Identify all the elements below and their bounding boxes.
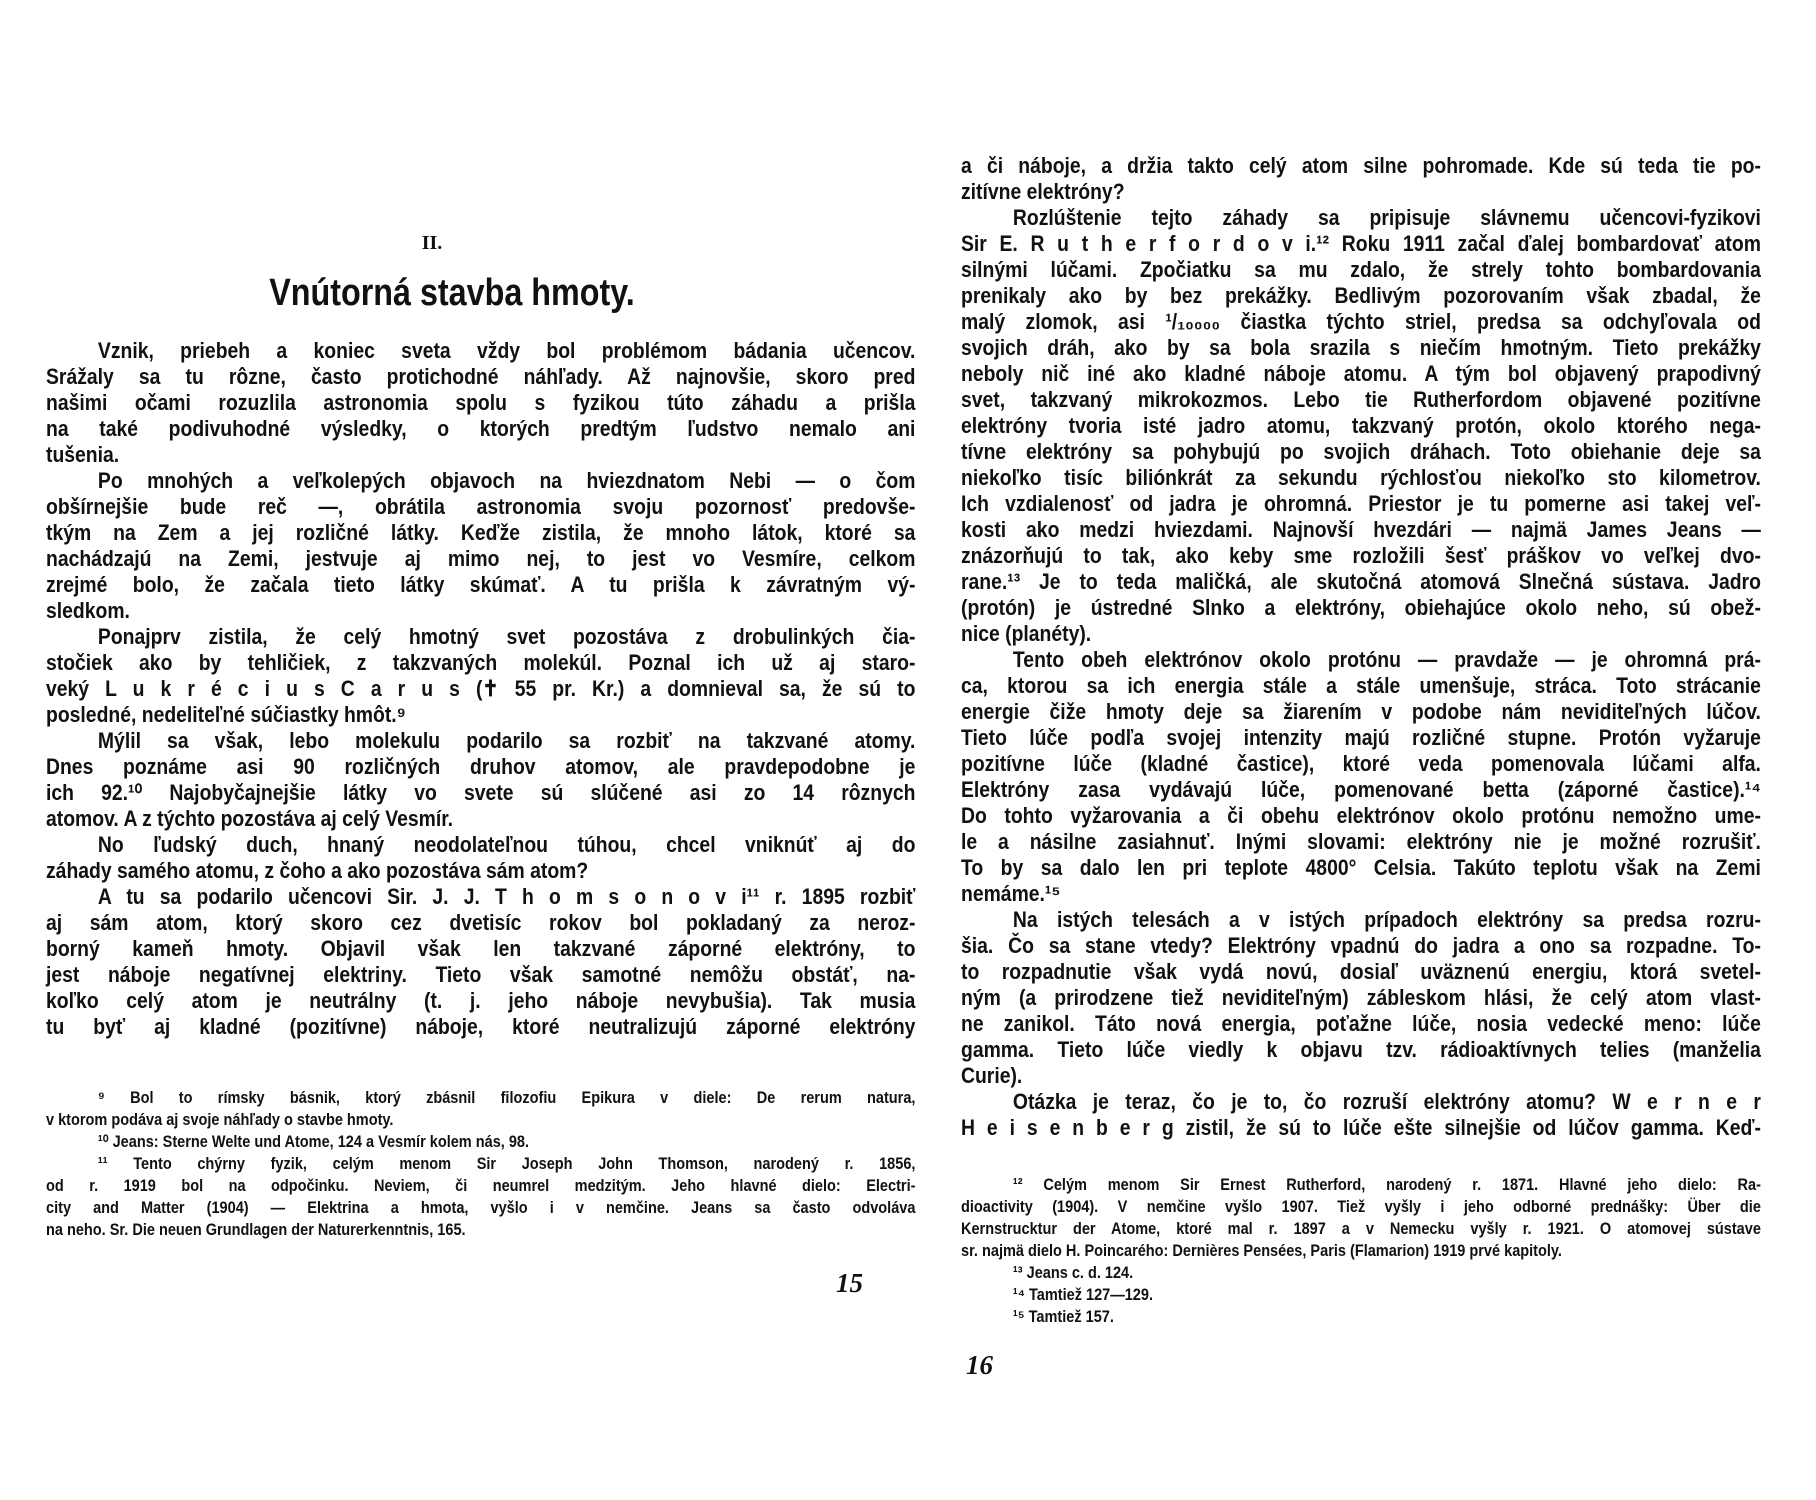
right-page-footnotes bbox=[961, 1174, 1761, 1328]
text-line: tkým na Zem a jej rozličné látky. Keďže zistila, že mnoho látok, ktoré sa bbox=[46, 520, 916, 545]
text-line: znázorňujú to tak, ako keby sme rozložili šesť práškov vo veľkej dvo- bbox=[961, 543, 1761, 568]
footnote bbox=[961, 1284, 1761, 1306]
text-line: obšírnejšie bude reč —, obrátila astronomia svoju pozornosť predovše- bbox=[46, 494, 916, 519]
text-line: a či náboje, a držia takto celý atom silne pohromade. Kde sú teda tie po- bbox=[961, 153, 1761, 178]
paragraph bbox=[46, 884, 915, 1040]
left-page-body bbox=[46, 338, 915, 1040]
text-line: borný kameň hmoty. Objavil však len takzvané záporné elektróny, to bbox=[46, 936, 916, 961]
text-line: Ponajprv zistila, že celý hmotný svet pozostáva z drobulinkých čia- bbox=[97, 624, 916, 649]
text-line: silnými lúčami. Zpočiatku sa mu zdalo, že strely tohto bombardovania bbox=[961, 257, 1761, 282]
text-line: ne zanikol. Táto nová energia, poťažne lúče, nosia vedecké meno: lúče bbox=[961, 1011, 1761, 1036]
text-line: stočiek ako by tehličiek, z takzvaných molekúl. Poznal ich už aj staro- bbox=[46, 650, 916, 675]
text-line: Mýlil sa však, lebo molekulu podarilo sa rozbiť na takzvané atomy. bbox=[97, 728, 916, 753]
text-line: ⁹ Bol to rímsky básnik, ktorý zbásnil filozofiu Epikura v diele: De rerum natura, bbox=[97, 1089, 916, 1107]
text-line: elektróny tvoria isté jadro atomu, takzvaný protón, okolo ktorého nega- bbox=[961, 413, 1761, 438]
text-line: nachádzajú na Zemi, jestvuje aj mimo nej, to jest vo Vesmíre, celkom bbox=[46, 546, 916, 571]
text-line: v ktorom podáva aj svoje náhľady o stavbe hmoty. bbox=[46, 1111, 394, 1129]
text-line: (protón) je ústredné Slnko a elektróny, obiehajúce okolo neho, sú obež- bbox=[961, 595, 1761, 620]
text-line: ¹⁴ Tamtiež 127—129. bbox=[1012, 1286, 1154, 1304]
text-line: našimi očami rozuzlila astronomia spolu s fyzikou túto záhadu a prišla bbox=[46, 390, 916, 415]
text-line: Do tohto vyžarovania a či obehu elektrónov okolo protónu nemožno ume- bbox=[961, 803, 1761, 828]
text-line: tušenia. bbox=[46, 442, 120, 467]
text-line: energie čiže hmoty deje sa žiarením v podobe nám neviditeľných lúčov. bbox=[961, 699, 1761, 724]
text-line: Tieto lúče podľa svojej intenzity majú rozličné stupne. Protón vyžaruje bbox=[961, 725, 1761, 750]
text-line: svet, takzvaný mikrokozmos. Lebo tie Rutherfordom objavené pozitívne bbox=[961, 387, 1761, 412]
text-line: Kernstrucktur der Atome, ktoré mal r. 1897 a v Nemecku vyšly r. 1921. O atomovej sústave bbox=[961, 1220, 1761, 1238]
footnote bbox=[46, 1153, 915, 1241]
text-line: nemáme.¹⁵ bbox=[961, 881, 1061, 906]
paragraph bbox=[961, 907, 1761, 1089]
text-line: ¹² Celým menom Sir Ernest Rutherford, narodený r. 1871. Hlavné jeho dielo: Ra- bbox=[1012, 1176, 1761, 1194]
text-line: Sir E. R u t h e r f o r d o v i.¹² Roku 1911 začal ďalej bombardovať atom bbox=[961, 231, 1761, 256]
text-line: nice (planéty). bbox=[961, 621, 1092, 646]
text-line: tu byť aj kladné (pozitívne) náboje, ktoré neutralizujú záporné elektróny bbox=[46, 1014, 916, 1039]
text-line: Rozlúštenie tejto záhady sa pripisuje slávnemu učencovi-fyzikovi bbox=[1012, 205, 1761, 230]
text-line: To by sa dalo len pri teplote 4800° Celsia. Takúto teplotu však na Zemi bbox=[961, 855, 1761, 880]
text-line: sledkom. bbox=[46, 598, 130, 623]
paragraph bbox=[961, 1089, 1761, 1141]
text-line: A tu sa podarilo učencovi Sir. J. J. T h o m s o n o v i¹¹ r. 1895 rozbiť bbox=[97, 884, 916, 909]
paragraph bbox=[46, 468, 915, 624]
paragraph bbox=[46, 624, 915, 728]
text-line: niekoľko tisíc biliónkrát za sekundu rýchlosťou niekoľko sto kilometrov. bbox=[961, 465, 1761, 490]
right-page-body bbox=[961, 153, 1761, 1141]
text-line: sr. najmä dielo H. Poincarého: Dernières Pensées, Paris (Flamarion) 1919 prvé kapitoly. bbox=[961, 1242, 1562, 1260]
text-line: Na istých telesách a v istých prípadoch elektróny sa predsa rozru- bbox=[1012, 907, 1761, 932]
paragraph bbox=[46, 338, 915, 468]
text-line: ným (a prirodzene tiež neviditeľným) zábleskom hlási, že celý atom vlast- bbox=[961, 985, 1761, 1010]
text-line: ca, ktorou sa ich energia stále a stále umenšuje, stráca. Toto strácanie bbox=[961, 673, 1761, 698]
text-line: tívne elektróny sa pohybujú po svojich dráhach. Toto obiehanie deje sa bbox=[961, 439, 1761, 464]
text-line: Po mnohých a veľkolepých objavoch na hviezdnatom Nebi — o čom bbox=[97, 468, 916, 493]
text-line: dioactivity (1904). V nemčine vyšlo 1907. Tiež vyšly i jeho odborné prednášky: Über die bbox=[961, 1198, 1761, 1216]
text-line: zitívne elektróny? bbox=[961, 179, 1125, 204]
text-line: city and Matter (1904) — Elektrina a hmota, vyšlo i v nemčine. Jeans sa často odvoláva bbox=[46, 1199, 916, 1217]
text-line: ich 92.¹⁰ Najobyčajnejšie látky vo svete sú slúčené asi zo 14 rôznych bbox=[46, 780, 916, 805]
text-line: prenikaly ako by bez prekážky. Bedlivým pozorovaním však zbadal, že bbox=[961, 283, 1761, 308]
text-line: zrejmé bolo, že začala tieto látky skúmať. A tu prišla k závratným vý- bbox=[46, 572, 916, 597]
text-line: veký L u k r é c i u s C a r u s (✝ 55 pr. Kr.) a domnieval sa, že sú to bbox=[46, 676, 916, 701]
text-line: pozitívne lúče (kladné častice), ktoré veda pomenovala lúčami alfa. bbox=[961, 751, 1761, 776]
text-line: od r. 1919 bol na odpočinku. Neviem, či neumrel medzitým. Jeho hlavné dielo: Electri- bbox=[46, 1177, 916, 1195]
paragraph bbox=[46, 832, 915, 884]
text-line: záhady samého atomu, z čoho a ako pozostáva sám atom? bbox=[46, 858, 589, 883]
chapter-title: Vnútorná stavba hmoty. bbox=[269, 272, 635, 314]
text-line: Vznik, priebeh a koniec sveta vždy bol problémom bádania učencov. bbox=[97, 338, 916, 363]
paragraph bbox=[961, 205, 1761, 647]
footnote bbox=[961, 1306, 1761, 1328]
text-line: ¹³ Jeans c. d. 124. bbox=[1012, 1264, 1134, 1282]
text-line: Otázka je teraz, čo je to, čo rozruší elektróny atomu? W e r n e r bbox=[1012, 1089, 1761, 1114]
text-line: posledné, nedeliteľné súčiastky hmôt.⁹ bbox=[46, 702, 406, 727]
text-line: atomov. A z týchto pozostáva aj celý Vesmír. bbox=[46, 806, 454, 831]
text-line: gamma. Tieto lúče viedly k objavu tzv. rádioaktívnych telies (manželia bbox=[961, 1037, 1761, 1062]
text-line: ¹¹ Tento chýrny fyzik, celým menom Sir Joseph John Thomson, narodený r. 1856, bbox=[97, 1155, 916, 1173]
chapter-number: II. bbox=[421, 232, 443, 254]
paragraph bbox=[46, 728, 915, 832]
footnote bbox=[961, 1262, 1761, 1284]
left-page-footnotes bbox=[46, 1087, 915, 1241]
text-line: ¹⁵ Tamtiež 157. bbox=[1012, 1308, 1114, 1326]
text-line: svojich dráh, ako by sa bola srazila s niečím hmotným. Tieto prekážky bbox=[961, 335, 1761, 360]
text-line: to rozpadnutie však vydá novú, dosiaľ uväznenú energiu, ktorá svetel- bbox=[961, 959, 1761, 984]
footnote bbox=[961, 1174, 1761, 1262]
text-line: koľko celý atom je neutrálny (t. j. jeho náboje nevybušia). Tak musia bbox=[46, 988, 916, 1013]
paragraph bbox=[961, 647, 1761, 907]
text-line: jest náboje negatívnej elektriny. Tieto však samotné nemôžu obstáť, na- bbox=[46, 962, 916, 987]
text-line: kosti ako medzi hviezdami. Najnovší hvezdári — najmä James Jeans — bbox=[961, 517, 1761, 542]
text-line: Srážaly sa tu rôzne, často protichodné náhľady. Až najnovšie, skoro pred bbox=[46, 364, 916, 389]
footnote bbox=[46, 1131, 915, 1153]
text-line: rane.¹³ Je to teda maličká, ale skutočná atomová Slnečná sústava. Jadro bbox=[961, 569, 1761, 594]
text-line: Elektróny zasa vydávajú lúče, pomenované betta (záporné častice).¹⁴ bbox=[961, 777, 1761, 802]
paragraph bbox=[961, 153, 1761, 205]
text-line: šia. Čo sa stane vtedy? Elektróny vpadnú do jadra a ono sa rozpadne. To- bbox=[961, 933, 1761, 958]
page-number: 15 bbox=[836, 1268, 863, 1298]
text-line: le a násilne zasiahnuť. Inými slovami: elektróny nie je možné rozrušiť. bbox=[961, 829, 1761, 854]
text-line: Curie). bbox=[961, 1063, 1023, 1088]
text-line: neboly nič iné ako kladné náboje atomu. A tým bol objavený prapodivný bbox=[961, 361, 1761, 386]
text-line: No ľudský duch, hnaný neodolateľnou túhou, chcel vniknúť aj do bbox=[97, 832, 916, 857]
text-line: na neho. Sr. Die neuen Grundlagen der Naturerkenntnis, 165. bbox=[46, 1221, 466, 1239]
footnote bbox=[46, 1087, 915, 1131]
text-line: aj sám atom, ktorý skoro cez dvetisíc rokov bol pokladaný za neroz- bbox=[46, 910, 916, 935]
text-line: Tento obeh elektrónov okolo protónu — pravdaže — je ohromná prá- bbox=[1012, 647, 1761, 672]
page-number: 16 bbox=[966, 1350, 993, 1380]
text-line: H e i s e n b e r g zistil, že sú to lúče ešte silnejšie od lúčov gamma. Keď- bbox=[961, 1115, 1761, 1140]
text-line: ¹⁰ Jeans: Sterne Welte und Atome, 124 a Vesmír kolem nás, 98. bbox=[97, 1133, 530, 1151]
text-line: Ich vzdialenosť od jadra je ohromná. Priestor je tu pomerne asi takej veľ- bbox=[961, 491, 1761, 516]
text-line: malý zlomok, asi ¹/₁₀₀₀₀ čiastka týchto striel, predsa sa odchyľovala od bbox=[961, 309, 1761, 334]
text-line: Dnes poznáme asi 90 rozličných druhov atomov, ale pravdepodobne je bbox=[46, 754, 916, 779]
text-line: na také podivuhodné výsledky, o ktorých predtým ľudstvo nemalo ani bbox=[46, 416, 916, 441]
